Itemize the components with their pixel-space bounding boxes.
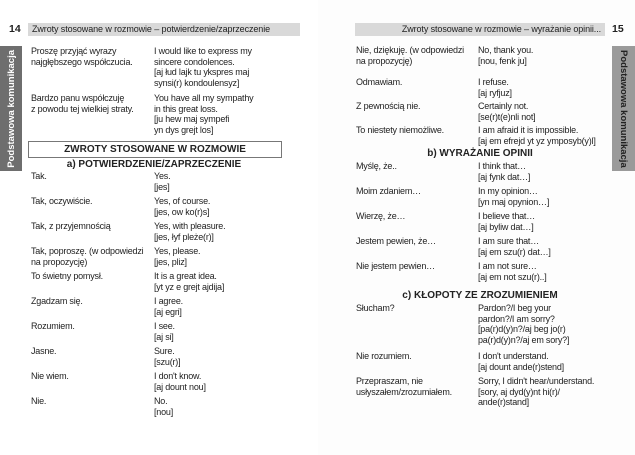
- polish-phrase: To świetny pomysł.: [31, 271, 103, 281]
- english-translation: No. [nou]: [154, 396, 174, 417]
- running-header: Zwroty stosowane w rozmowie – potwierdzenie/zaprzeczenie: [28, 23, 300, 36]
- english-translation: I don't know. [aj dount nou]: [154, 371, 206, 392]
- page-number: 15: [612, 23, 624, 35]
- english-translation: Sorry, I didn't hear/understand. [sory, aj dyd(y)nt hi(r)/ ande(r)stand]: [478, 376, 595, 408]
- english-translation: I am sure that… [aj em szu(r) dat…]: [478, 236, 551, 257]
- polish-phrase: Proszę przyjąć wyrazy najgłębszego współczucia.: [31, 46, 133, 67]
- polish-phrase: Wierzę, że…: [356, 211, 406, 221]
- polish-phrase: Nie rozumiem.: [356, 351, 412, 361]
- polish-phrase: Jestem pewien, że…: [356, 236, 436, 246]
- english-translation: No, thank you. [nou, fenk ju]: [478, 45, 534, 66]
- english-translation: Yes, please. [jes, pliz]: [154, 246, 201, 267]
- english-translation: Pardon?/I beg your pardon?/I am sorry? [pa(r)d(y)n?/aj beg jo(r) pa(r)d(y)n?/aj em sory?]: [478, 303, 570, 345]
- english-translation: Yes, with pleasure. [jes, łyf pleże(r)]: [154, 221, 226, 242]
- polish-phrase: Tak.: [31, 171, 47, 181]
- polish-phrase: Jasne.: [31, 346, 57, 356]
- polish-phrase: Nie.: [31, 396, 47, 406]
- polish-phrase: Słucham?: [356, 303, 395, 313]
- polish-phrase: Tak, poproszę. (w odpowiedzi na propozycję): [31, 246, 144, 267]
- english-translation: I am afraid it is impossible. [aj em efrejd yt yz ymposyb(y)l]: [478, 125, 596, 146]
- english-translation: I believe that… [aj byliw dat…]: [478, 211, 536, 232]
- polish-phrase: Tak, oczywiście.: [31, 196, 93, 206]
- polish-phrase: To niestety niemożliwe.: [356, 125, 444, 135]
- polish-phrase: Moim zdaniem…: [356, 186, 421, 196]
- english-translation: Certainly not. [se(r)t(e)nli not]: [478, 101, 536, 122]
- english-translation: I think that… [aj fynk dat…]: [478, 161, 531, 182]
- section-box-title: ZWROTY STOSOWANE W ROZMOWIE: [28, 141, 282, 158]
- english-translation: Yes, of course. [jes, ow ko(r)s]: [154, 196, 211, 217]
- side-tab: Podstawowa komunikacja: [612, 46, 635, 171]
- side-tab: Podstawowa komunikacja: [0, 46, 22, 171]
- page-number: 14: [9, 23, 21, 35]
- english-translation: I refuse. [aj ryfjuz]: [478, 77, 512, 98]
- english-translation: I would like to express my sincere condolences. [aj łud lajk tu ykspres maj synsi(r) kondoulensyz]: [154, 46, 252, 88]
- polish-phrase: Z pewnością nie.: [356, 101, 421, 111]
- english-translation: I see. [aj si]: [154, 321, 175, 342]
- polish-phrase: Nie, dziękuję. (w odpowiedzi na propozycję): [356, 45, 464, 66]
- english-translation: In my opinion… [yn maj opynion…]: [478, 186, 550, 207]
- polish-phrase: Nie wiem.: [31, 371, 69, 381]
- section-heading-a: a) POTWIERDZENIE/ZAPRZECZENIE: [66, 159, 242, 170]
- english-translation: I don't understand. [aj dount ande(r)stend]: [478, 351, 564, 372]
- section-heading-c: c) KŁOPOTY ZE ZROZUMIENIEM: [402, 290, 558, 301]
- right-page: [318, 0, 635, 455]
- english-translation: I agree. [aj egri]: [154, 296, 183, 317]
- polish-phrase: Odmawiam.: [356, 77, 403, 87]
- section-heading-b: b) WYRAŻANIE OPINII: [427, 148, 533, 159]
- english-translation: Yes. [jes]: [154, 171, 171, 192]
- polish-phrase: Bardzo panu współczuję z powodu tej wielkiej straty.: [31, 93, 134, 114]
- english-translation: Sure. [szu(r)]: [154, 346, 181, 367]
- english-translation: It is a great idea. [yt yz e grejt ajdija]: [154, 271, 225, 292]
- polish-phrase: Rozumiem.: [31, 321, 75, 331]
- english-translation: I am not sure… [aj em not szu(r)..]: [478, 261, 547, 282]
- polish-phrase: Tak, z przyjemnością: [31, 221, 111, 231]
- polish-phrase: Nie jestem pewien…: [356, 261, 435, 271]
- english-translation: You have all my sympathy in this great loss. [ju hew maj sympefi yn dys grejt los]: [154, 93, 254, 135]
- polish-phrase: Przepraszam, nie usłyszałem/zrozumiałem.: [356, 376, 452, 397]
- polish-phrase: Zgadzam się.: [31, 296, 83, 306]
- running-header: Zwroty stosowane w rozmowie – wyrażanie opinii...: [355, 23, 605, 36]
- polish-phrase: Myślę, że..: [356, 161, 397, 171]
